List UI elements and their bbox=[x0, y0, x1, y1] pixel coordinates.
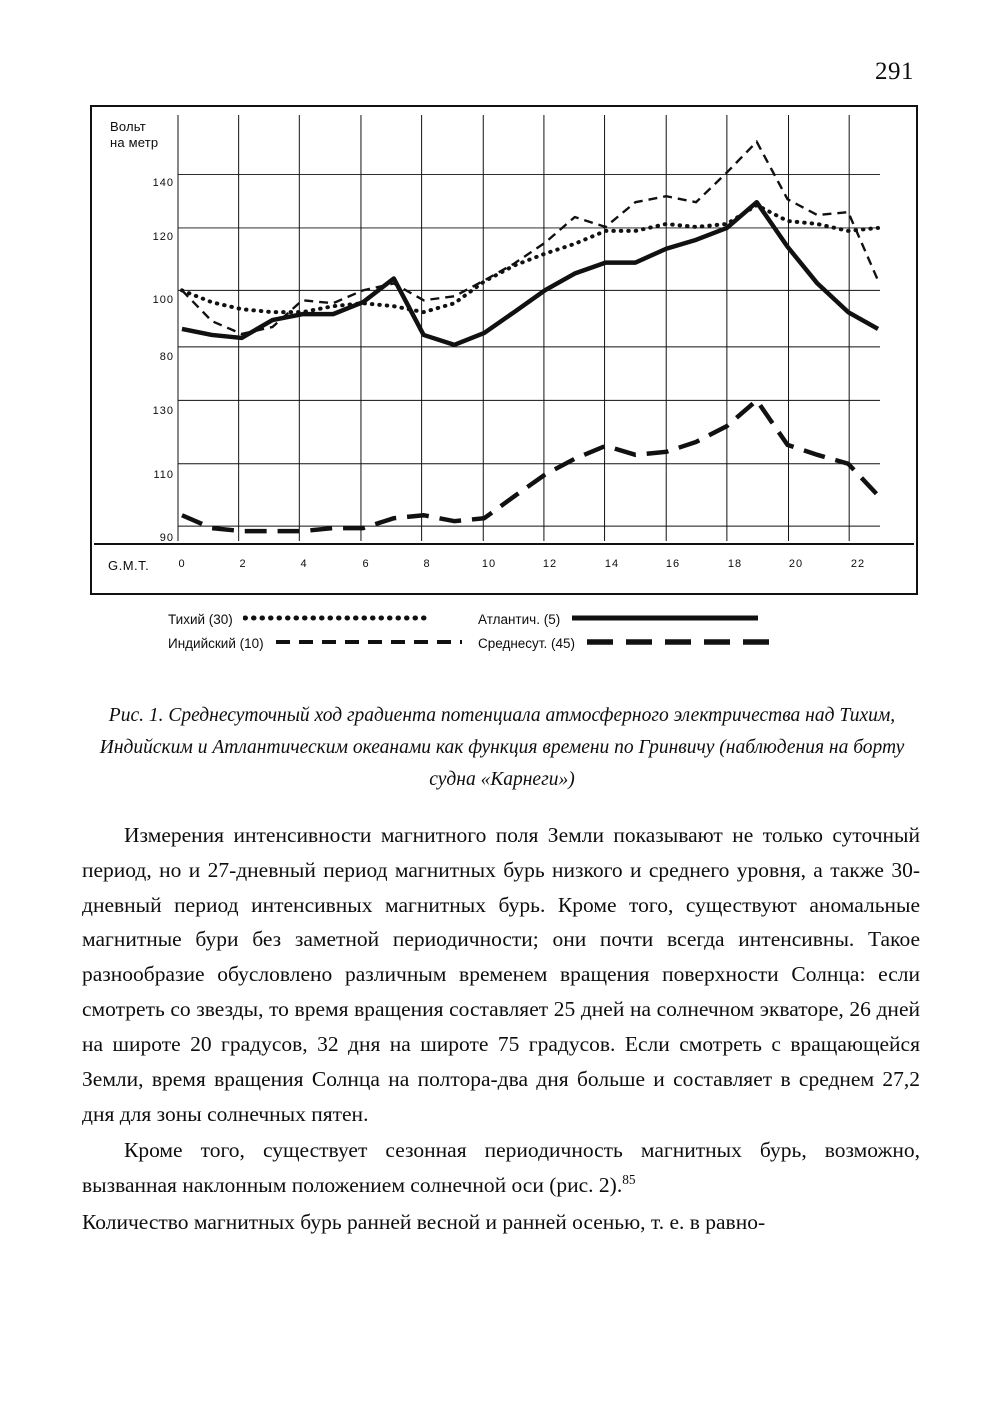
x-tick-18: 18 bbox=[727, 558, 743, 570]
legend-sample-pacific bbox=[243, 612, 478, 626]
chart-frame bbox=[90, 105, 918, 595]
y-axis-title-line2: на метр bbox=[110, 135, 159, 151]
figure-caption: Рис. 1. Среднесуточный ход градиента потенциала атмосферного электричества над Тихим, Индийским и Атлантическим океанами как функция времени по Гринвичу (наблюдения на борту судна «Карнеги») bbox=[99, 705, 905, 791]
x-tick-14: 14 bbox=[604, 558, 620, 570]
gmt-label: G.M.T. bbox=[108, 558, 150, 573]
y-tick-110-lower: 110 bbox=[153, 469, 174, 481]
x-tick-22: 22 bbox=[850, 558, 866, 570]
plot-area bbox=[178, 115, 880, 541]
x-tick-2: 2 bbox=[239, 558, 247, 570]
series-daily-mean bbox=[182, 400, 878, 531]
x-tick-16: 16 bbox=[665, 558, 681, 570]
body-text bbox=[82, 818, 920, 1240]
legend-sample-atlantic bbox=[570, 612, 760, 626]
gmt-strip bbox=[94, 543, 914, 591]
legend-label-indian: Индийский (10) bbox=[168, 635, 264, 651]
paragraph-2-text: Кроме того, существует сезонная периодичность магнитных бурь, возможно, вызванная наклонным положением солнечной оси (рис. 2). bbox=[82, 1138, 920, 1198]
chart-svg bbox=[178, 115, 880, 541]
legend-item-daily-mean bbox=[478, 636, 775, 651]
legend-sample-indian bbox=[274, 636, 478, 650]
paragraph-2 bbox=[82, 1133, 920, 1203]
x-tick-4: 4 bbox=[300, 558, 308, 570]
legend-label-daily-mean: Среднесут. (45) bbox=[478, 635, 576, 651]
y-tick-100: 100 bbox=[152, 294, 174, 306]
y-tick-80: 80 bbox=[159, 351, 174, 363]
figure-1 bbox=[90, 105, 920, 655]
legend-label-pacific: Тихий (30) bbox=[168, 611, 233, 627]
x-tick-8: 8 bbox=[423, 558, 431, 570]
y-axis-title-line1: Вольт bbox=[110, 119, 146, 134]
legend-item-indian bbox=[168, 636, 478, 651]
grid-vertical bbox=[178, 115, 849, 541]
y-tick-120: 120 bbox=[152, 231, 174, 243]
legend-sample-daily-mean bbox=[585, 636, 775, 650]
y-tick-labels bbox=[132, 115, 174, 544]
legend-label-atlantic: Атлантич. (5) bbox=[478, 611, 561, 627]
x-tick-20: 20 bbox=[788, 558, 804, 570]
x-tick-6: 6 bbox=[362, 558, 370, 570]
x-tick-0: 0 bbox=[178, 558, 186, 570]
legend-item-atlantic bbox=[478, 612, 760, 627]
page-number: 291 bbox=[875, 58, 914, 85]
paragraph-1: Измерения интенсивности магнитного поля Земли показывают не только суточный период, но и 27-дневный период магнитных бурь низкого и среднего уровня, а также 30-дневный период интенсивных магнитных бурь. Кроме того, существуют аномальные магнитные бури без заметной периодичности; они почти всегда интенсивны. Такое разнообразие обусловлено различным временем вращения поверхности Солнца: если смотреть со звезды, то время вращения составляет 25 дней на солнечном экваторе, 26 дней на широте 20 градусов, 32 дня на широте 75 градусов. Если смотреть с вращающейся Земли, время вращения Солнца на полтора-два дня больше и составляет в среднем 27,2 дня для зоны солнечных пятен. bbox=[82, 823, 920, 1126]
x-tick-10: 10 bbox=[481, 558, 497, 570]
series-pacific bbox=[182, 205, 878, 312]
legend-row-2 bbox=[168, 631, 908, 655]
y-tick-130-lower: 130 bbox=[152, 405, 174, 417]
footnote-marker: 85 bbox=[622, 1172, 636, 1188]
series-atlantic bbox=[182, 202, 878, 345]
x-tick-12: 12 bbox=[542, 558, 558, 570]
y-tick-140: 140 bbox=[152, 177, 174, 189]
legend-row-1 bbox=[168, 607, 908, 631]
series-indian bbox=[182, 142, 878, 334]
chart-legend bbox=[168, 607, 908, 655]
paragraph-3: Количество магнитных бурь ранней весной и ранней осенью, т. е. в равно- bbox=[82, 1210, 766, 1235]
y-tick-90-lower: 90 bbox=[159, 532, 174, 544]
legend-item-pacific bbox=[168, 612, 478, 627]
